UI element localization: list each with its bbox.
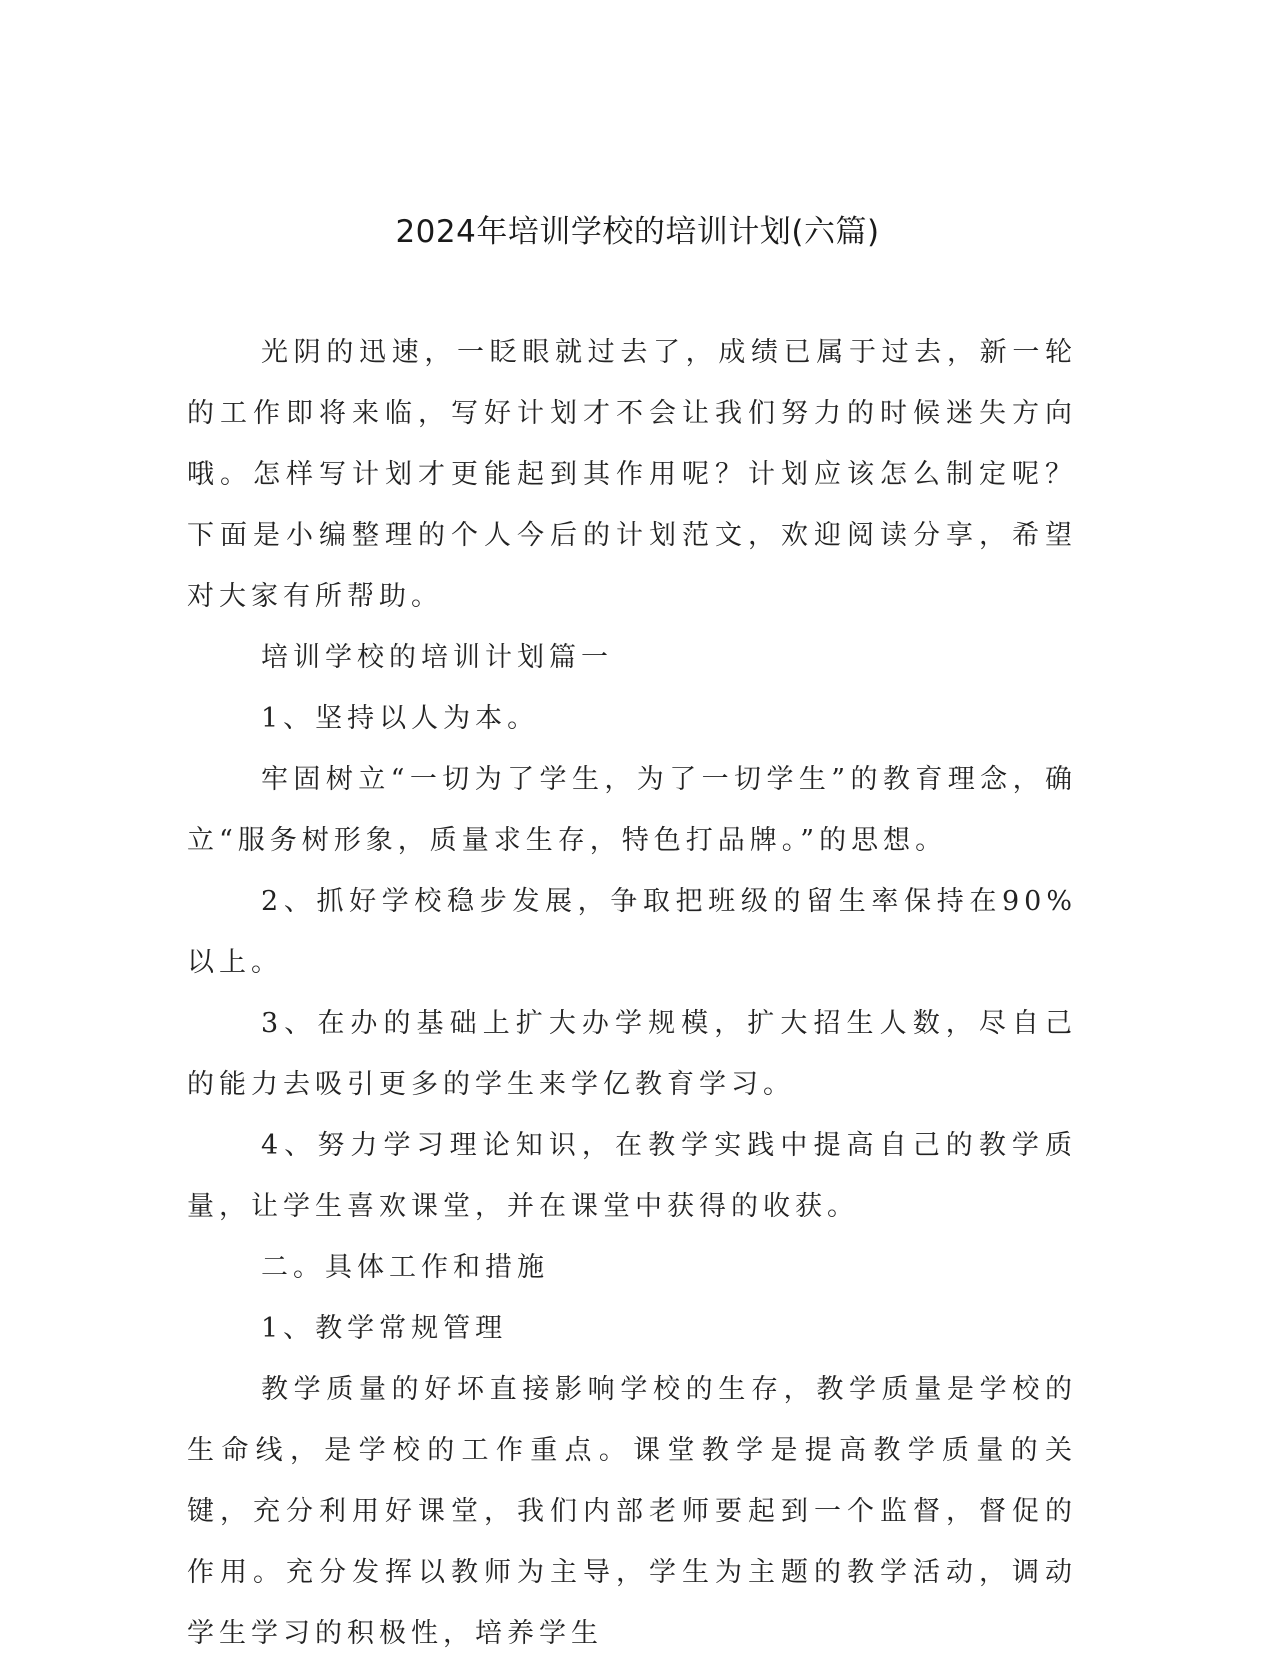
paragraph-intro: 光阴的迅速，一眨眼就过去了，成绩已属于过去，新一轮的工作即将来临，写好计划才不会让我们努力的时候迷失方向哦。怎样写计划才更能起到其作用呢？计划应该怎么制定呢？下面是小编整理的个人今后的计划范文，欢迎阅读分享，希望对大家有所帮助。 (187, 337, 1077, 612)
section-heading: 二。具体工作和措施 (261, 1252, 549, 1283)
paragraph: 4、努力学习理论知识，在教学实践中提高自己的教学质量，让学生喜欢课堂，并在课堂中获得的收获。 (187, 1130, 1077, 1222)
paragraph: 3、在办的基础上扩大办学规模，扩大招生人数，尽自己的能力去吸引更多的学生来学亿教育学习。 (187, 1008, 1077, 1100)
paragraph: 2、抓好学校稳步发展，争取把班级的留生率保持在90%以上。 (187, 886, 1077, 978)
subsection-heading: 1、教学常规管理 (261, 1313, 508, 1344)
paragraph: 牢固树立“一切为了学生，为了一切学生”的教育理念，确立“服务树形象，质量求生存，特色打品牌。”的思想。 (187, 764, 1077, 856)
paragraph: 教学质量的好坏直接影响学校的生存，教学质量是学校的生命线，是学校的工作重点。课堂教学是提高教学质量的关键，充分利用好课堂，我们内部老师要起到一个监督，督促的作用。充分发挥以教师为主导，学生为主题的教学活动，调动学生学习的积极性，培养学生 (187, 1374, 1077, 1649)
document-body (187, 322, 1077, 1664)
document-title: 2024年培训学校的培训计划(六篇) (395, 214, 880, 250)
section-heading: 培训学校的培训计划篇一 (261, 642, 613, 673)
paragraph: 1、坚持以人为本。 (261, 703, 540, 734)
